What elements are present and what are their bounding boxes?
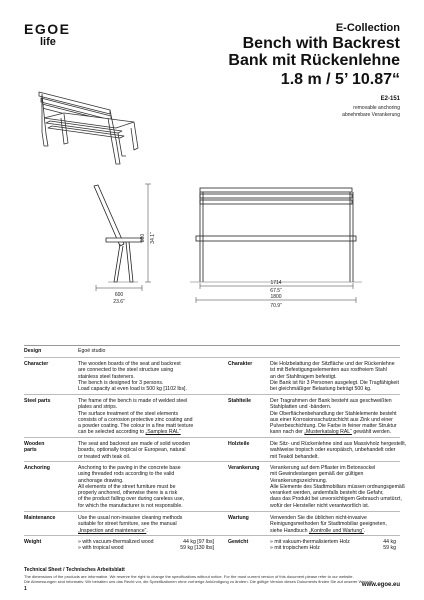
spec-row-anchoring — [24, 461, 405, 512]
weight-label-de: Gewicht — [228, 539, 249, 545]
weight-row2-value-de: 59 kg — [383, 545, 396, 552]
character-text-en: The wooden boards of the seat and backrest are connected to the steel structure using stainless steel fasteners. The bench is designed for 3 persons. Load capacity at even load is 500 kg [1102 lbs]. — [78, 361, 187, 393]
spec-row-weight — [24, 535, 400, 553]
anchoring-label-en: Anchoring — [24, 465, 50, 471]
website-link[interactable]: www.egoe.eu — [361, 582, 400, 588]
weight-label-en: Weight — [24, 539, 42, 545]
weight-row1-de: » mit vakuum-thermalisiertem Holz — [270, 539, 350, 545]
steel-label-de: Stahlteile — [228, 398, 252, 404]
anchoring-label-de: Verankerung — [228, 465, 260, 471]
design-label: Design — [24, 348, 42, 354]
wood-label-de: Holzteile — [228, 441, 250, 447]
weight-row2-en: » with tropical wood — [78, 545, 124, 552]
spec-row-steel — [24, 394, 400, 438]
spec-row-wood — [24, 437, 407, 462]
design-value: Egoé studio — [78, 348, 106, 354]
character-label-de: Charakter — [228, 361, 253, 367]
maintenance-label-en: Maintenance — [24, 515, 56, 521]
footer-note-en: The dimensions of the products are informative. We reserve the right to change the specifications without notice. For the most current version of this document please refer to our website. — [24, 574, 354, 579]
musterkatalog-ral-link[interactable]: „Musterkatalog RAL“ — [304, 429, 352, 436]
footer-note-de: Die Abmessungen sind informativ. Wir behalten uns das Recht vor, die Spezifikationen ohne vorherige Ankündigung zu ändern. Die gültige Version dieses Dokuments finden Sie auf unserer Website. — [24, 579, 375, 584]
weight-row1-value-en: 44 kg [97 lbs] — [183, 539, 214, 545]
steel-label-en: Steel parts — [24, 398, 51, 404]
character-label-en: Character — [24, 361, 49, 367]
product-title-en: Bench with Backrest — [242, 35, 400, 52]
spec-row-maintenance — [24, 511, 400, 536]
height-mm-label: 890 — [140, 233, 146, 243]
anchoring-text-de: Verankerung auf dem Pflaster im Betonsockel mit Gewindestangen gemäß der gültigen Verankerungszeichnung. Alle Elemente des Stadtmobiliars müssen ordnungsgemäß verankert werden, andernfalls besteht die Gefahr, dass das Produkt bei unvorsichtigem Gebrauch umstürzt, wofür der Hersteller nicht verantwortlich ist. — [270, 465, 405, 509]
width1-mm-label: 1714 — [270, 280, 282, 286]
spec-table — [24, 345, 407, 552]
product-subtitle-de: abnehmbare Verankerung — [342, 112, 400, 118]
bench-front-view — [170, 180, 402, 314]
product-code: E2-151 — [380, 96, 400, 102]
weight-row2-value-en: 59 kg [130 lbs] — [180, 545, 214, 552]
height-in-label: 34.1“ — [150, 232, 156, 244]
brand-logo-sub: life — [40, 36, 56, 48]
product-subtitle-en: removable anchoring — [353, 105, 400, 111]
weight-row1-value-de: 44 kg — [383, 539, 396, 545]
maintenance-text-en: Use the usual non-invasive cleaning methods suitable for street furniture, see the manual „Inspection and maintenance“. — [78, 515, 183, 534]
wood-text-de: Die Sitz- und Rückenlehne sind aus Massivholz hergestellt, wahlweise tropisch oder europäisch, unbehandelt oder mit Teaköl behandelt. — [270, 441, 407, 460]
depth-mm-label: 600 — [114, 292, 124, 298]
width1-in-label: 67.5“ — [270, 288, 282, 294]
product-title-de: Bank mit Rückenlehne — [228, 52, 400, 69]
anchoring-text-en: Anchoring to the paving in the concrete base using threaded rods according to the valid anchorage drawing. All elements of the street furniture must be properly anchored, otherwise there is a risk of the product falling over during careless use, for which the manufacturer is not responsible. — [78, 465, 185, 509]
depth-in-label: 23.6“ — [113, 299, 125, 305]
spec-row-character — [24, 357, 400, 395]
bench-side-view — [86, 180, 158, 288]
footer-title: Technical Sheet / Technisches Arbeitsblatt — [24, 567, 125, 573]
steel-text-en: The frame of the bench is made of welded steel plates and strips. The surface treatment of the steel elements consists of a corrosion protective zinc coating and a powder coating. The colour in a fine matt texture can be selected according to „Samples RAL“ — [78, 398, 194, 436]
wood-label-en: Wooden parts — [24, 441, 45, 454]
weight-row1-en: » with vacuum-thermalized wood — [78, 539, 154, 545]
wood-text-en: The seat and backrest are made of solid wooden boards, optionally tropical or European, natural or treated with teak oil. — [78, 441, 191, 460]
maintenance-text-de: Verwenden Sie die üblichen nicht-invasive Reinigungsmethoden für Stadtmobiliar geeigneten, siehe Handbuch „Kontrolle und Wartung“. — [270, 515, 387, 534]
weight-row2-de: » mit tropischem Holz — [270, 545, 320, 552]
depth-dimension — [86, 284, 158, 306]
page-number: 1 — [24, 586, 27, 592]
width2-mm-label: 1800 — [270, 294, 282, 300]
kontrolle-wartung-link[interactable]: „Kontrolle und Wartung“ — [308, 527, 364, 534]
samples-ral-link[interactable]: „Samples RAL“ — [145, 429, 181, 436]
steel-text-de: Der Tragrahmen der Bank besteht aus geschweißten Stahlplatten und -bändern. Die Oberflächenbehandlung der Stahlelemente besteht aus einer Korrosionsschutzschicht aus Zink und einer Pulverbeschichtung. Die Farbe in feiner matter Struktur kann nach der „Musterkatalog RAL“ gewählt werden. — [270, 398, 397, 436]
brand-logo: EGOE — [24, 21, 71, 37]
bench-perspective-illustration — [34, 88, 158, 174]
character-text-de: Die Holzbelattung der Sitzfläche und der Rückenlehne ist mit Befestigungselementen aus rostfreiem Stahl an der Stahltragem befestigt. Die Bank ist für 3 Personen ausgelegt. Die Tragfähigkeit bei gleichmäßiger Belastung beträgt 500 kg. — [270, 361, 399, 393]
collection-name: E-Collection — [335, 22, 400, 34]
width2-in-label: 70.9“ — [270, 303, 282, 309]
product-size: 1.8 m / 5’ 10.87“ — [280, 71, 400, 88]
inspection-maintenance-link[interactable]: „Inspection and maintenance“ — [78, 527, 147, 534]
maintenance-label-de: Wartung — [228, 515, 249, 521]
